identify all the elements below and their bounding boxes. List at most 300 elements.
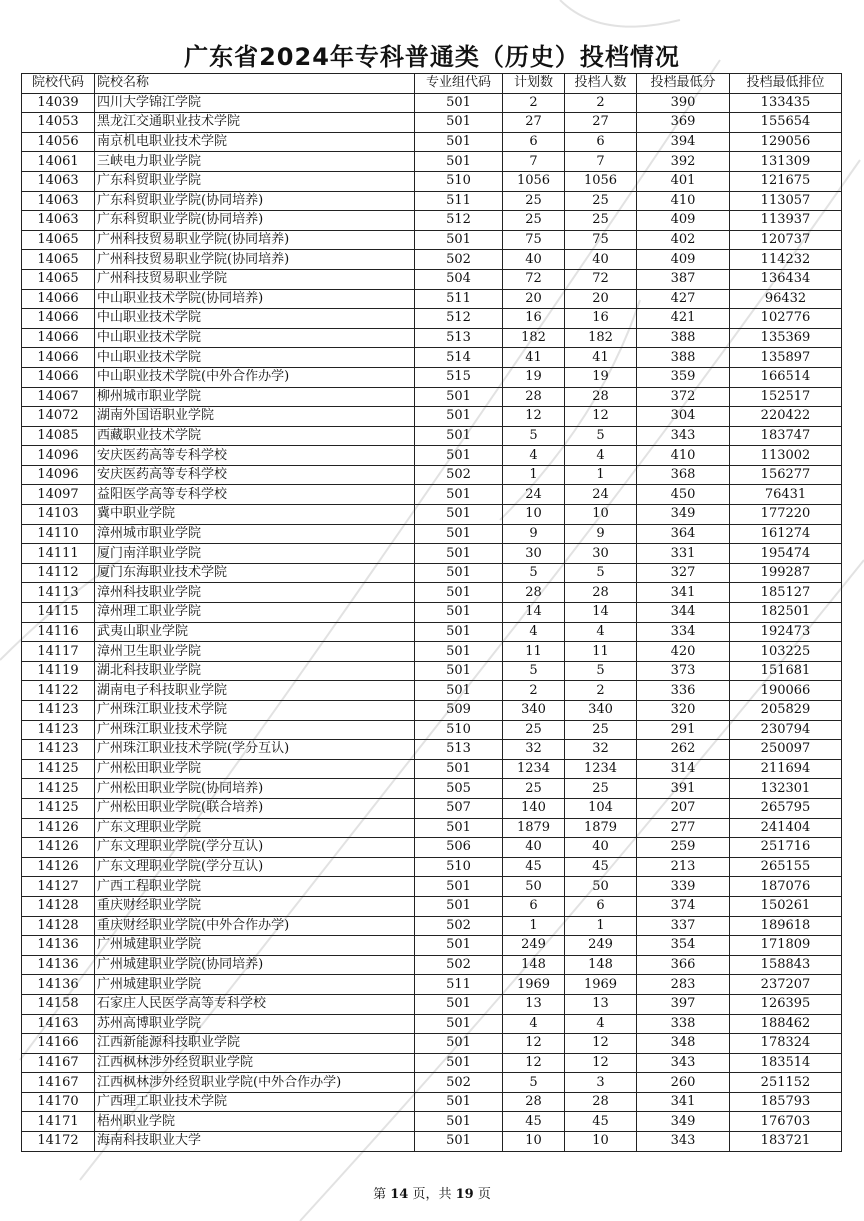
table-row (22, 779, 842, 799)
cell-school-code: 14096 (22, 465, 95, 485)
table-row (22, 818, 842, 838)
cell-min-score: 369 (637, 113, 730, 133)
cell-school-code: 14171 (22, 1112, 95, 1132)
cell-school-code: 14066 (22, 289, 95, 309)
cell-min-score: 372 (637, 387, 730, 407)
cell-group-code: 502 (415, 250, 503, 270)
cell-admitted-count: 16 (565, 309, 637, 329)
cell-school-name: 江西枫林涉外经贸职业学院(中外合作办学) (95, 1073, 415, 1093)
cell-plan-count: 7 (503, 152, 565, 172)
table-body (22, 93, 842, 1151)
cell-school-name: 海南科技职业大学 (95, 1132, 415, 1152)
cell-min-score: 394 (637, 132, 730, 152)
cell-school-code: 14063 (22, 211, 95, 231)
cell-plan-count: 19 (503, 367, 565, 387)
cell-group-code: 501 (415, 485, 503, 505)
cell-plan-count: 1 (503, 916, 565, 936)
cell-admitted-count: 45 (565, 1112, 637, 1132)
cell-plan-count: 5 (503, 661, 565, 681)
cell-school-code: 14056 (22, 132, 95, 152)
cell-admitted-count: 6 (565, 896, 637, 916)
cell-admitted-count: 24 (565, 485, 637, 505)
cell-plan-count: 28 (503, 583, 565, 603)
cell-min-score: 262 (637, 740, 730, 760)
cell-min-score: 336 (637, 681, 730, 701)
cell-school-name: 广州城建职业学院 (95, 975, 415, 995)
cell-min-rank: 192473 (730, 622, 842, 642)
cell-admitted-count: 5 (565, 426, 637, 446)
cell-plan-count: 140 (503, 798, 565, 818)
cell-min-score: 390 (637, 93, 730, 113)
cell-group-code: 501 (415, 681, 503, 701)
cell-min-score: 337 (637, 916, 730, 936)
cell-group-code: 501 (415, 113, 503, 133)
cell-school-code: 14063 (22, 171, 95, 191)
header-plan-count: 计划数 (503, 74, 565, 94)
cell-plan-count: 5 (503, 563, 565, 583)
cell-min-score: 373 (637, 661, 730, 681)
cell-school-name: 苏州高博职业学院 (95, 1014, 415, 1034)
cell-school-name: 中山职业技术学院(协同培养) (95, 289, 415, 309)
cell-min-rank: 178324 (730, 1034, 842, 1054)
cell-group-code: 501 (415, 936, 503, 956)
cell-min-score: 339 (637, 877, 730, 897)
cell-school-name: 广东科贸职业学院(协同培养) (95, 191, 415, 211)
cell-min-rank: 155654 (730, 113, 842, 133)
cell-school-name: 广州松田职业学院 (95, 759, 415, 779)
cell-group-code: 511 (415, 289, 503, 309)
cell-group-code: 501 (415, 426, 503, 446)
cell-school-name: 广州珠江职业技术学院 (95, 720, 415, 740)
cell-group-code: 501 (415, 1053, 503, 1073)
table-row (22, 720, 842, 740)
cell-group-code: 502 (415, 465, 503, 485)
cell-plan-count: 11 (503, 642, 565, 662)
cell-group-code: 501 (415, 93, 503, 113)
cell-min-score: 450 (637, 485, 730, 505)
cell-school-code: 14065 (22, 230, 95, 250)
table-row (22, 387, 842, 407)
cell-min-score: 409 (637, 250, 730, 270)
cell-school-name: 广州松田职业学院(联合培养) (95, 798, 415, 818)
cell-group-code: 511 (415, 975, 503, 995)
cell-group-code: 501 (415, 1132, 503, 1152)
cell-plan-count: 25 (503, 779, 565, 799)
cell-plan-count: 9 (503, 524, 565, 544)
cell-admitted-count: 28 (565, 583, 637, 603)
cell-min-rank: 182501 (730, 603, 842, 623)
cell-school-name: 中山职业技术学院 (95, 328, 415, 348)
cell-school-code: 14072 (22, 407, 95, 427)
cell-admitted-count: 12 (565, 407, 637, 427)
table-row (22, 367, 842, 387)
cell-school-name: 江西新能源科技职业学院 (95, 1034, 415, 1054)
cell-min-score: 391 (637, 779, 730, 799)
cell-plan-count: 32 (503, 740, 565, 760)
cell-admitted-count: 30 (565, 544, 637, 564)
table-row (22, 211, 842, 231)
cell-min-score: 401 (637, 171, 730, 191)
cell-plan-count: 1056 (503, 171, 565, 191)
table-row (22, 701, 842, 721)
cell-school-name: 西藏职业技术学院 (95, 426, 415, 446)
cell-school-code: 14126 (22, 857, 95, 877)
cell-school-name: 柳州城市职业学院 (95, 387, 415, 407)
cell-min-score: 314 (637, 759, 730, 779)
cell-group-code: 510 (415, 857, 503, 877)
cell-school-code: 14128 (22, 916, 95, 936)
cell-school-code: 14158 (22, 994, 95, 1014)
cell-admitted-count: 25 (565, 779, 637, 799)
cell-admitted-count: 2 (565, 681, 637, 701)
cell-min-score: 366 (637, 955, 730, 975)
cell-plan-count: 4 (503, 1014, 565, 1034)
cell-plan-count: 12 (503, 407, 565, 427)
cell-group-code: 501 (415, 230, 503, 250)
cell-min-rank: 250097 (730, 740, 842, 760)
cell-min-rank: 132301 (730, 779, 842, 799)
cell-group-code: 501 (415, 603, 503, 623)
cell-min-score: 213 (637, 857, 730, 877)
cell-plan-count: 4 (503, 446, 565, 466)
cell-admitted-count: 1 (565, 465, 637, 485)
cell-plan-count: 10 (503, 1132, 565, 1152)
cell-group-code: 501 (415, 1112, 503, 1132)
cell-admitted-count: 249 (565, 936, 637, 956)
cell-admitted-count: 4 (565, 446, 637, 466)
cell-school-code: 14066 (22, 328, 95, 348)
cell-min-score: 409 (637, 211, 730, 231)
cell-school-name: 湖北科技职业学院 (95, 661, 415, 681)
cell-school-code: 14116 (22, 622, 95, 642)
cell-group-code: 501 (415, 563, 503, 583)
cell-plan-count: 25 (503, 191, 565, 211)
table-row (22, 857, 842, 877)
cell-min-rank: 183721 (730, 1132, 842, 1152)
table-row (22, 896, 842, 916)
cell-school-name: 广州松田职业学院(协同培养) (95, 779, 415, 799)
cell-school-code: 14125 (22, 759, 95, 779)
cell-school-code: 14112 (22, 563, 95, 583)
cell-min-rank: 135897 (730, 348, 842, 368)
cell-min-score: 410 (637, 191, 730, 211)
cell-school-code: 14097 (22, 485, 95, 505)
cell-min-score: 368 (637, 465, 730, 485)
cell-min-rank: 265795 (730, 798, 842, 818)
header-group-code: 专业组代码 (415, 74, 503, 94)
cell-plan-count: 1234 (503, 759, 565, 779)
cell-school-name: 重庆财经职业学院 (95, 896, 415, 916)
cell-min-rank: 185793 (730, 1092, 842, 1112)
cell-group-code: 509 (415, 701, 503, 721)
cell-admitted-count: 12 (565, 1053, 637, 1073)
cell-group-code: 512 (415, 211, 503, 231)
cell-min-score: 349 (637, 505, 730, 525)
table-row (22, 328, 842, 348)
cell-school-code: 14163 (22, 1014, 95, 1034)
cell-group-code: 515 (415, 367, 503, 387)
cell-admitted-count: 75 (565, 230, 637, 250)
cell-min-rank: 156277 (730, 465, 842, 485)
cell-group-code: 501 (415, 818, 503, 838)
cell-admitted-count: 182 (565, 328, 637, 348)
cell-school-code: 14061 (22, 152, 95, 172)
cell-min-score: 343 (637, 426, 730, 446)
cell-plan-count: 40 (503, 838, 565, 858)
cell-group-code: 501 (415, 896, 503, 916)
cell-school-name: 湖南外国语职业学院 (95, 407, 415, 427)
cell-school-code: 14166 (22, 1034, 95, 1054)
cell-min-score: 359 (637, 367, 730, 387)
cell-plan-count: 340 (503, 701, 565, 721)
cell-school-code: 14125 (22, 798, 95, 818)
cell-plan-count: 5 (503, 1073, 565, 1093)
table-row (22, 583, 842, 603)
cell-admitted-count: 27 (565, 113, 637, 133)
table-row (22, 524, 842, 544)
cell-plan-count: 16 (503, 309, 565, 329)
table-row (22, 465, 842, 485)
cell-plan-count: 1879 (503, 818, 565, 838)
header-min-rank: 投档最低排位 (730, 74, 842, 94)
table-row (22, 446, 842, 466)
cell-admitted-count: 13 (565, 994, 637, 1014)
cell-plan-count: 45 (503, 1112, 565, 1132)
cell-plan-count: 41 (503, 348, 565, 368)
cell-min-score: 397 (637, 994, 730, 1014)
cell-school-code: 14123 (22, 720, 95, 740)
cell-group-code: 501 (415, 583, 503, 603)
cell-group-code: 505 (415, 779, 503, 799)
cell-group-code: 501 (415, 877, 503, 897)
cell-admitted-count: 40 (565, 838, 637, 858)
cell-admitted-count: 340 (565, 701, 637, 721)
cell-plan-count: 27 (503, 113, 565, 133)
cell-min-score: 348 (637, 1034, 730, 1054)
cell-group-code: 501 (415, 1034, 503, 1054)
cell-min-score: 388 (637, 348, 730, 368)
table-row (22, 152, 842, 172)
cell-min-rank: 102776 (730, 309, 842, 329)
table-row (22, 485, 842, 505)
cell-min-rank: 171809 (730, 936, 842, 956)
cell-min-rank: 251152 (730, 1073, 842, 1093)
table-row (22, 642, 842, 662)
table-row (22, 798, 842, 818)
cell-school-code: 14122 (22, 681, 95, 701)
cell-plan-count: 75 (503, 230, 565, 250)
cell-school-code: 14067 (22, 387, 95, 407)
cell-admitted-count: 11 (565, 642, 637, 662)
cell-min-rank: 237207 (730, 975, 842, 995)
cell-min-rank: 199287 (730, 563, 842, 583)
cell-school-code: 14066 (22, 367, 95, 387)
cell-min-score: 402 (637, 230, 730, 250)
cell-min-rank: 161274 (730, 524, 842, 544)
cell-admitted-count: 1969 (565, 975, 637, 995)
cell-admitted-count: 50 (565, 877, 637, 897)
cell-min-rank: 103225 (730, 642, 842, 662)
cell-min-rank: 188462 (730, 1014, 842, 1034)
cell-school-code: 14126 (22, 838, 95, 858)
cell-min-rank: 152517 (730, 387, 842, 407)
cell-plan-count: 45 (503, 857, 565, 877)
cell-plan-count: 2 (503, 681, 565, 701)
cell-school-name: 江西枫林涉外经贸职业学院 (95, 1053, 415, 1073)
cell-admitted-count: 7 (565, 152, 637, 172)
table-row (22, 563, 842, 583)
cell-admitted-count: 1879 (565, 818, 637, 838)
cell-school-code: 14128 (22, 896, 95, 916)
cell-admitted-count: 148 (565, 955, 637, 975)
table-row (22, 1073, 842, 1093)
table-row (22, 1014, 842, 1034)
header-admitted-count: 投档人数 (565, 74, 637, 94)
cell-group-code: 501 (415, 759, 503, 779)
header-school-name: 院校名称 (95, 74, 415, 94)
cell-min-rank: 135369 (730, 328, 842, 348)
cell-admitted-count: 72 (565, 269, 637, 289)
cell-min-rank: 120737 (730, 230, 842, 250)
cell-school-name: 中山职业技术学院 (95, 348, 415, 368)
table-row (22, 250, 842, 270)
cell-min-rank: 126395 (730, 994, 842, 1014)
cell-min-score: 320 (637, 701, 730, 721)
cell-school-name: 漳州城市职业学院 (95, 524, 415, 544)
cell-school-code: 14136 (22, 936, 95, 956)
cell-min-score: 410 (637, 446, 730, 466)
cell-admitted-count: 1 (565, 916, 637, 936)
cell-admitted-count: 6 (565, 132, 637, 152)
cell-school-code: 14172 (22, 1132, 95, 1152)
cell-school-code: 14127 (22, 877, 95, 897)
cell-min-rank: 183747 (730, 426, 842, 446)
cell-school-name: 厦门东海职业技术学院 (95, 563, 415, 583)
cell-admitted-count: 40 (565, 250, 637, 270)
cell-admitted-count: 28 (565, 1092, 637, 1112)
cell-min-rank: 166514 (730, 367, 842, 387)
cell-school-code: 14066 (22, 309, 95, 329)
cell-min-rank: 251716 (730, 838, 842, 858)
cell-admitted-count: 4 (565, 622, 637, 642)
cell-min-score: 334 (637, 622, 730, 642)
cell-group-code: 501 (415, 544, 503, 564)
cell-school-name: 广州城建职业学院(协同培养) (95, 955, 415, 975)
table-row (22, 505, 842, 525)
cell-min-rank: 121675 (730, 171, 842, 191)
cell-group-code: 501 (415, 642, 503, 662)
table-row (22, 269, 842, 289)
cell-school-name: 广州珠江职业技术学院 (95, 701, 415, 721)
cell-group-code: 501 (415, 446, 503, 466)
table-row (22, 1053, 842, 1073)
cell-min-score: 341 (637, 1092, 730, 1112)
footer-suffix: 页 (477, 1187, 491, 1202)
cell-group-code: 501 (415, 1092, 503, 1112)
cell-school-name: 广西工程职业学院 (95, 877, 415, 897)
cell-min-rank: 211694 (730, 759, 842, 779)
table-row (22, 994, 842, 1014)
cell-min-score: 260 (637, 1073, 730, 1093)
cell-school-name: 广东科贸职业学院 (95, 171, 415, 191)
cell-admitted-count: 12 (565, 1034, 637, 1054)
cell-min-rank: 195474 (730, 544, 842, 564)
cell-min-rank: 131309 (730, 152, 842, 172)
cell-plan-count: 6 (503, 132, 565, 152)
table-row (22, 622, 842, 642)
cell-min-rank: 113002 (730, 446, 842, 466)
header-min-score: 投档最低分 (637, 74, 730, 94)
cell-admitted-count: 3 (565, 1073, 637, 1093)
cell-school-code: 14111 (22, 544, 95, 564)
cell-group-code: 502 (415, 955, 503, 975)
cell-group-code: 501 (415, 505, 503, 525)
cell-plan-count: 148 (503, 955, 565, 975)
table-row (22, 407, 842, 427)
cell-min-rank: 158843 (730, 955, 842, 975)
cell-min-rank: 265155 (730, 857, 842, 877)
table-row (22, 113, 842, 133)
cell-min-rank: 96432 (730, 289, 842, 309)
cell-min-rank: 76431 (730, 485, 842, 505)
cell-min-score: 344 (637, 603, 730, 623)
cell-min-score: 338 (637, 1014, 730, 1034)
cell-plan-count: 25 (503, 720, 565, 740)
table-row (22, 309, 842, 329)
table-row (22, 603, 842, 623)
page-title: 广东省2024年专科普通类（历史）投档情况 (184, 43, 680, 71)
table-row (22, 936, 842, 956)
table-row (22, 740, 842, 760)
cell-school-code: 14065 (22, 269, 95, 289)
cell-school-code: 14117 (22, 642, 95, 662)
cell-plan-count: 40 (503, 250, 565, 270)
table-row (22, 955, 842, 975)
cell-school-name: 广州城建职业学院 (95, 936, 415, 956)
cell-group-code: 501 (415, 661, 503, 681)
cell-group-code: 501 (415, 994, 503, 1014)
cell-school-code: 14063 (22, 191, 95, 211)
table-header-row (22, 74, 842, 94)
cell-group-code: 510 (415, 171, 503, 191)
table-row (22, 877, 842, 897)
cell-plan-count: 6 (503, 896, 565, 916)
cell-school-code: 14123 (22, 701, 95, 721)
cell-group-code: 501 (415, 1014, 503, 1034)
cell-min-rank: 136434 (730, 269, 842, 289)
cell-group-code: 501 (415, 387, 503, 407)
cell-min-rank: 205829 (730, 701, 842, 721)
cell-group-code: 513 (415, 740, 503, 760)
cell-admitted-count: 5 (565, 563, 637, 583)
cell-school-name: 广州科技贸易职业学院(协同培养) (95, 230, 415, 250)
cell-group-code: 502 (415, 916, 503, 936)
cell-plan-count: 30 (503, 544, 565, 564)
cell-school-name: 广州科技贸易职业学院(协同培养) (95, 250, 415, 270)
cell-min-score: 374 (637, 896, 730, 916)
cell-min-rank: 151681 (730, 661, 842, 681)
cell-school-name: 广西理工职业技术学院 (95, 1092, 415, 1112)
cell-plan-count: 28 (503, 387, 565, 407)
table-row (22, 348, 842, 368)
cell-plan-count: 28 (503, 1092, 565, 1112)
cell-school-code: 14053 (22, 113, 95, 133)
table-row (22, 426, 842, 446)
cell-group-code: 512 (415, 309, 503, 329)
cell-min-score: 259 (637, 838, 730, 858)
cell-school-code: 14103 (22, 505, 95, 525)
cell-group-code: 504 (415, 269, 503, 289)
